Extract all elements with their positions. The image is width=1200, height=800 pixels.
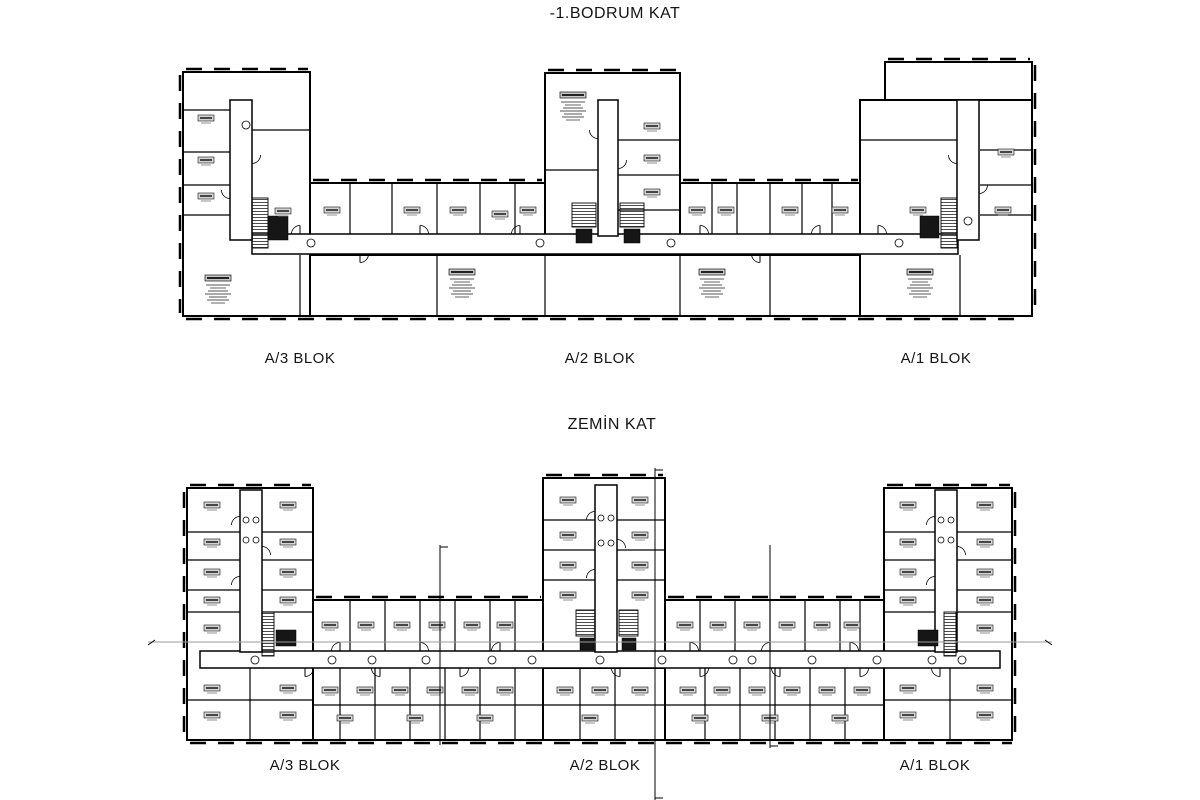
ground-block-a1-label: A/1 BLOK: [899, 757, 971, 774]
ground-block-a2-label: A/2 BLOK: [569, 757, 641, 774]
ground-block-a3-label: A/3 BLOK: [269, 757, 341, 774]
basement-floor-plan: [180, 59, 1035, 319]
basement-block-a3-label: A/3 BLOK: [264, 350, 336, 367]
ground-floor-plan: [148, 468, 1052, 800]
ground-plan-title: ZEMİN KAT: [567, 416, 657, 433]
basement-block-a2-label: A/2 BLOK: [564, 350, 636, 367]
basement-block-a1-label: A/1 BLOK: [900, 350, 972, 367]
basement-plan-title: -1.BODRUM KAT: [549, 5, 681, 22]
